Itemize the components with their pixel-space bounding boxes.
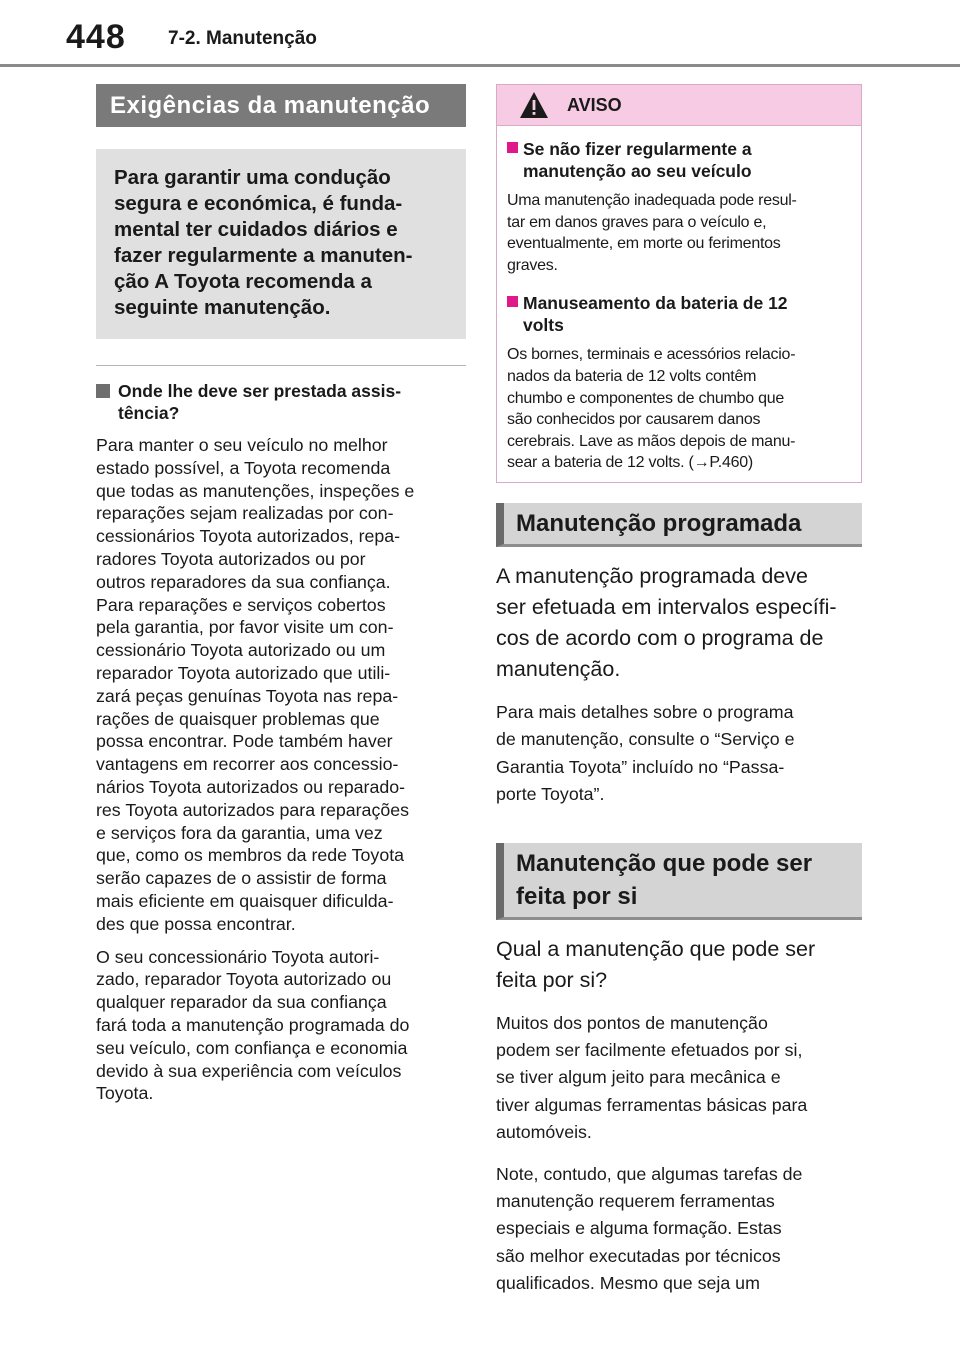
intro-line: ção A Toyota recomenda a [114,270,372,293]
page-header [0,0,960,70]
warning-box [496,84,862,483]
warning-label: AVISO [567,95,622,115]
diy-maintenance-title: Manutenção que pode ser feita por si [496,843,862,920]
page-number: 448 [66,18,126,56]
service-paragraph-2: O seu concessionário Toyota autori- zado, reparador Toyota autorizado ou qualquer reparador da sua confiança fará toda a manutenção programada do seu veículo, com confiança e economia devido à sua experiência com veículos Toyota. [96,946,410,1104]
header-rule [0,64,960,67]
diy-lead: Qual a manutenção que pode ser feita por si? [496,936,816,992]
warning-item-heading: Se não fizer regularmente a manutenção ao seu veículo [507,138,849,182]
service-location-heading: Onde lhe deve ser prestada assis- tência? [96,380,466,424]
divider [96,365,466,366]
square-bullet-icon [507,296,518,307]
diy-paragraph-1: Muitos dos pontos de manutenção podem ser facilmente efetuados por si, se tiver algum jeito para mecânica e tiver algumas ferramentas básicas para automóveis. [496,1012,808,1143]
section-breadcrumb: 7-2. Manutenção [168,28,317,49]
square-bullet-icon [96,384,110,398]
left-column [96,84,466,1105]
warning-item-text: Os bornes, terminais e acessórios relacio- nados da bateria de 12 volts contêm chumbo e componentes de chumbo que são conhecidos por causarem danos cerebrais. Lave as mãos depois de manu- sear a bateria de 12 volts. (→P.460) [507,346,796,472]
warning-triangle-icon [519,91,549,119]
warning-item-text: Uma manutenção inadequada pode resul- tar em danos graves para o veículo e, eventualmente, em morte ou ferimentos graves. [507,192,797,274]
intro-line: Para garantir uma condução [114,166,391,189]
intro-line: mental ter cuidados diários e [114,218,398,241]
scheduled-maintenance-title: Manutenção programada [496,503,862,547]
intro-line: seguinte manutenção. [114,296,331,319]
diy-paragraph-2: Note, contudo, que algumas tarefas de manutenção requerem ferramentas especiais e alguma formação. Estas são melhor executadas por técnicos qualificados. Mesmo que seja um [496,1163,803,1294]
service-paragraph-1: Para manter o seu veículo no melhor estado possível, a Toyota recomenda que todas as manutenções, inspeções e reparações sejam realizadas por con- cessionários Toyota autorizados, repa- radores Toyota autorizados ou por outros reparadores da sua confiança. Para reparações e serviços cobertos pela garantia, por favor visite um con- cessionário Toyota autorizado ou um reparador Toyota autorizado que utili- zará peças genuínas Toyota nas repa- rações de quaisquer problemas que possa encontrar. Pode também haver vantagens em recorrer aos concessio- nários Toyota autorizados ou reparado- res Toyota autorizados para reparações e serviços fora da garantia, uma vez que, como os membros da rede Toyota serão capazes de o assistir de forma mais eficiente em quaisquer dificulda- des que possa encontrar. [96,435,415,934]
intro-box [96,149,466,339]
maintenance-requirements-title: Exigências da manutenção [96,84,466,127]
intro-line: segura e económica, é funda- [114,192,403,215]
warning-body [497,126,861,482]
warning-header [497,85,861,126]
square-bullet-icon [507,142,518,153]
warning-item-heading: Manuseamento da bateria de 12 volts [507,292,849,336]
right-column [496,84,862,1298]
intro-line: fazer regularmente a manuten- [114,244,413,267]
scheduled-lead: A manutenção programada deve ser efetuada em intervalos específi- cos de acordo com o programa de manutenção. [496,563,837,681]
scheduled-detail: Para mais detalhes sobre o programa de manutenção, consulte o “Serviço e Garantia Toyota” incluído no “Passa- porte Toyota”. [496,701,795,805]
